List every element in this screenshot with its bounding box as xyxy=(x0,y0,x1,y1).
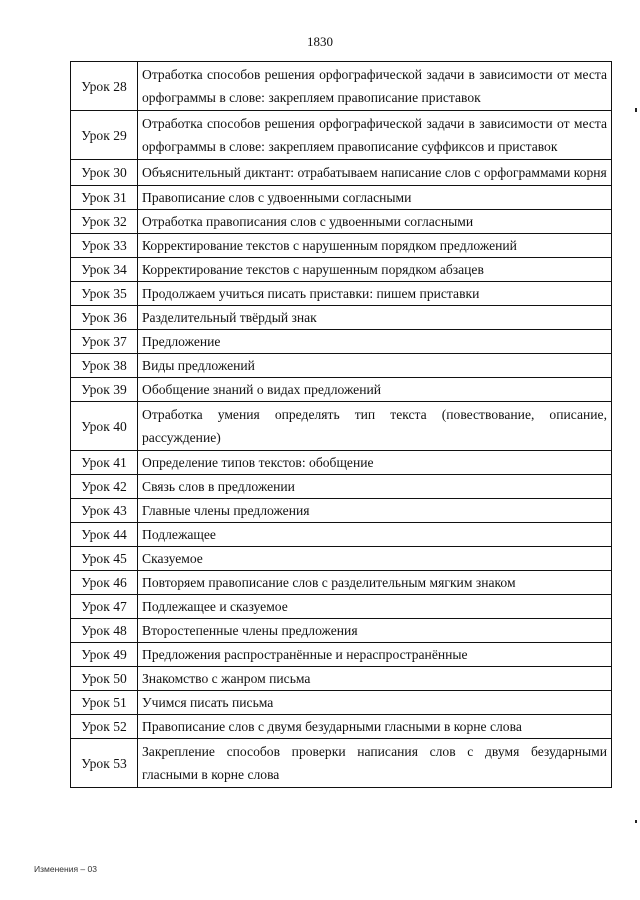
lesson-number: Урок 49 xyxy=(71,643,138,667)
table-row xyxy=(71,619,612,643)
table-row xyxy=(71,571,612,595)
lesson-number: Урок 51 xyxy=(71,691,138,715)
table-row xyxy=(71,354,612,378)
table-row xyxy=(71,667,612,691)
lesson-number: Урок 50 xyxy=(71,667,138,691)
table-row xyxy=(71,451,612,475)
table-row xyxy=(71,306,612,330)
lesson-table xyxy=(70,61,612,788)
lesson-number: Урок 45 xyxy=(71,547,138,571)
table-row xyxy=(71,111,612,160)
lesson-topic: Связь слов в предложении xyxy=(138,475,612,499)
lesson-topic: Виды предложений xyxy=(138,354,612,378)
table-row xyxy=(71,186,612,210)
lesson-topic: Отработка способов решения орфографической задачи в зависимости от места орфограммы в слове: закрепляем правописание суффиксов и приставок xyxy=(138,111,612,160)
table-row xyxy=(71,402,612,451)
lesson-topic: Предложения распространённые и нераспространённые xyxy=(138,643,612,667)
lesson-topic: Отработка умения определять тип текста (повествование, описание, рассуждение) xyxy=(138,402,612,451)
table-row xyxy=(71,378,612,402)
table-row xyxy=(71,234,612,258)
lesson-topic: Знакомство с жанром письма xyxy=(138,667,612,691)
table-row xyxy=(71,475,612,499)
table-row xyxy=(71,643,612,667)
table-row xyxy=(71,210,612,234)
table-row xyxy=(71,739,612,788)
lesson-topic: Корректирование текстов с нарушенным порядком абзацев xyxy=(138,258,612,282)
table-row xyxy=(71,258,612,282)
page-number: 1830 xyxy=(307,34,333,49)
revision-footer: Изменения – 03 xyxy=(34,864,97,874)
lesson-topic: Отработка правописания слов с удвоенными согласными xyxy=(138,210,612,234)
lesson-number: Урок 31 xyxy=(71,186,138,210)
lesson-number: Урок 35 xyxy=(71,282,138,306)
lesson-topic: Повторяем правописание слов с разделительным мягким знаком xyxy=(138,571,612,595)
lesson-topic: Определение типов текстов: обобщение xyxy=(138,451,612,475)
lesson-number: Урок 33 xyxy=(71,234,138,258)
lesson-topic: Правописание слов с удвоенными согласными xyxy=(138,186,612,210)
table-row xyxy=(71,160,612,186)
lesson-number: Урок 36 xyxy=(71,306,138,330)
lesson-topic: Объяснительный диктант: отрабатываем написание слов с орфограммами корня xyxy=(138,160,612,186)
lesson-number: Урок 32 xyxy=(71,210,138,234)
scan-edge-mark xyxy=(635,108,637,112)
table-row xyxy=(71,715,612,739)
lesson-topic: Главные члены предложения xyxy=(138,499,612,523)
lesson-number: Урок 53 xyxy=(71,739,138,788)
lesson-number: Урок 48 xyxy=(71,619,138,643)
table-row xyxy=(71,62,612,111)
lesson-topic: Корректирование текстов с нарушенным порядком предложений xyxy=(138,234,612,258)
lesson-topic: Правописание слов с двумя безударными гласными в корне слова xyxy=(138,715,612,739)
lesson-number: Урок 40 xyxy=(71,402,138,451)
table-row xyxy=(71,330,612,354)
lesson-topic: Сказуемое xyxy=(138,547,612,571)
lesson-number: Урок 47 xyxy=(71,595,138,619)
lesson-number: Урок 46 xyxy=(71,571,138,595)
lesson-topic: Второстепенные члены предложения xyxy=(138,619,612,643)
lesson-topic: Отработка способов решения орфографической задачи в зависимости от места орфограммы в слове: закрепляем правописание приставок xyxy=(138,62,612,111)
lesson-number: Урок 38 xyxy=(71,354,138,378)
table-row xyxy=(71,523,612,547)
lesson-topic: Закрепление способов проверки написания слов с двумя безударными гласными в корне слова xyxy=(138,739,612,788)
lesson-number: Урок 52 xyxy=(71,715,138,739)
table-row xyxy=(71,547,612,571)
lesson-number: Урок 41 xyxy=(71,451,138,475)
lesson-topic: Разделительный твёрдый знак xyxy=(138,306,612,330)
lesson-topic: Подлежащее и сказуемое xyxy=(138,595,612,619)
lesson-number: Урок 30 xyxy=(71,160,138,186)
table-row xyxy=(71,691,612,715)
table-row xyxy=(71,499,612,523)
lesson-topic: Обобщение знаний о видах предложений xyxy=(138,378,612,402)
lesson-number: Урок 44 xyxy=(71,523,138,547)
lesson-number: Урок 37 xyxy=(71,330,138,354)
lesson-number: Урок 29 xyxy=(71,111,138,160)
table-row xyxy=(71,282,612,306)
lesson-number: Урок 28 xyxy=(71,62,138,111)
scan-edge-mark xyxy=(635,820,637,823)
lesson-number: Урок 42 xyxy=(71,475,138,499)
lesson-number: Урок 34 xyxy=(71,258,138,282)
table-row xyxy=(71,595,612,619)
lesson-topic: Учимся писать письма xyxy=(138,691,612,715)
lesson-topic: Предложение xyxy=(138,330,612,354)
lesson-table-body xyxy=(71,62,612,788)
lesson-number: Урок 43 xyxy=(71,499,138,523)
lesson-topic: Продолжаем учиться писать приставки: пишем приставки xyxy=(138,282,612,306)
lesson-number: Урок 39 xyxy=(71,378,138,402)
lesson-topic: Подлежащее xyxy=(138,523,612,547)
